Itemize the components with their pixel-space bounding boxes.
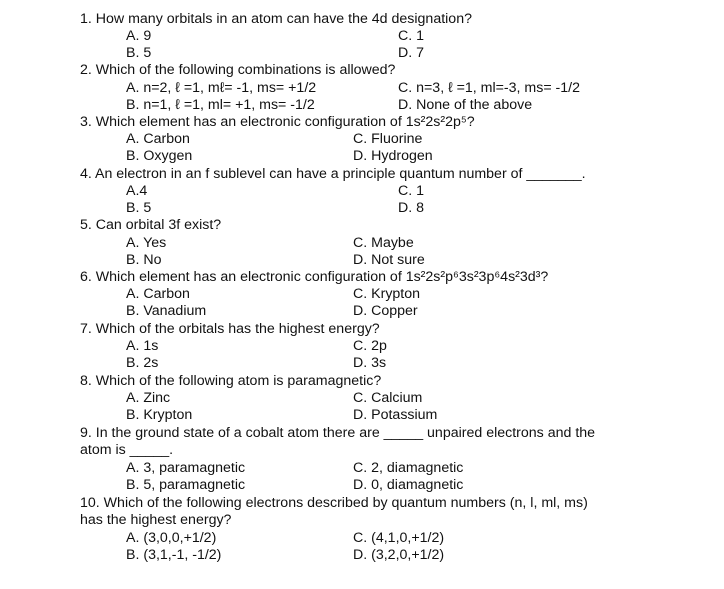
question-3-option-a: A. Carbon <box>126 131 190 147</box>
question-3-stem: 3. Which element has an electronic configuration of 1s²2s²2p⁵? <box>80 114 475 130</box>
question-5-option-b: B. No <box>126 252 162 268</box>
question-2-option-b: B. n=1, ℓ =1, ml= +1, ms= -1/2 <box>126 97 315 113</box>
question-1-option-a: A. 9 <box>126 28 152 44</box>
question-10-option-a: A. (3,0,0,+1/2) <box>126 530 217 546</box>
question-8-option-b: B. Krypton <box>126 407 193 423</box>
question-9-option-c: C. 2, diamagnetic <box>353 460 464 476</box>
question-6-option-b: B. Vanadium <box>126 303 207 319</box>
question-7-option-a: A. 1s <box>126 338 159 354</box>
question-6-stem: 6. Which element has an electronic configuration of 1s²2s²p⁶3s²3p⁶4s²3d³? <box>80 269 549 285</box>
question-1-option-c: C. 1 <box>398 28 425 44</box>
question-1-stem: 1. How many orbitals in an atom can have the 4d designation? <box>80 11 472 27</box>
question-3-option-d: D. Hydrogen <box>353 148 433 164</box>
question-1-option-d: D. 7 <box>398 45 425 61</box>
question-4-option-b: B. 5 <box>126 200 152 216</box>
question-3-option-b: B. Oxygen <box>126 148 193 164</box>
question-2-option-c: C. n=3, ℓ =1, ml=-3, ms= -1/2 <box>398 80 581 96</box>
question-5-option-a: A. Yes <box>126 235 167 251</box>
question-6-option-a: A. Carbon <box>126 286 190 302</box>
question-10-option-d: D. (3,2,0,+1/2) <box>353 547 445 563</box>
question-7-option-d: D. 3s <box>353 355 387 371</box>
question-9-option-a: A. 3, paramagnetic <box>126 460 246 476</box>
question-6-option-c: C. Krypton <box>353 286 421 302</box>
question-8-stem: 8. Which of the following atom is paramagnetic? <box>80 373 382 389</box>
question-9-option-b: B. 5, paramagnetic <box>126 477 246 493</box>
question-4-stem: 4. An electron in an f sublevel can have a principle quantum number of _______. <box>80 166 586 182</box>
question-10-stem-line-1: 10. Which of the following electrons described by quantum numbers (n, l, ml, ms) <box>80 495 588 511</box>
question-9-stem-line-1: 9. In the ground state of a cobalt atom there are _____ unpaired electrons and the <box>80 425 596 441</box>
question-4-option-c: C. 1 <box>398 183 425 199</box>
question-5-option-c: C. Maybe <box>353 235 414 251</box>
question-10-option-c: C. (4,1,0,+1/2) <box>353 530 445 546</box>
question-10-option-b: B. (3,1,-1, -1/2) <box>126 547 222 563</box>
question-2-stem: 2. Which of the following combinations is allowed? <box>80 62 396 78</box>
question-4-option-d: D. 8 <box>398 200 425 216</box>
question-8-option-a: A. Zinc <box>126 390 171 406</box>
question-3-option-c: C. Fluorine <box>353 131 423 147</box>
question-7-stem: 7. Which of the orbitals has the highest energy? <box>80 321 380 337</box>
question-7-option-c: C. 2p <box>353 338 387 354</box>
question-8-option-d: D. Potassium <box>353 407 438 423</box>
question-2-option-a: A. n=2, ℓ =1, mℓ= -1, ms= +1/2 <box>126 80 317 96</box>
question-4-option-a: A.4 <box>126 183 148 199</box>
question-5-option-d: D. Not sure <box>353 252 425 268</box>
question-6-option-d: D. Copper <box>353 303 418 319</box>
question-7-option-b: B. 2s <box>126 355 159 371</box>
question-9-stem-line-2: atom is _____. <box>80 442 174 458</box>
question-1-option-b: B. 5 <box>126 45 152 61</box>
question-2-option-d: D. None of the above <box>398 97 533 113</box>
question-5-stem: 5. Can orbital 3f exist? <box>80 217 222 233</box>
question-10-stem-line-2: has the highest energy? <box>80 512 232 528</box>
question-8-option-c: C. Calcium <box>353 390 423 406</box>
question-9-option-d: D. 0, diamagnetic <box>353 477 464 493</box>
